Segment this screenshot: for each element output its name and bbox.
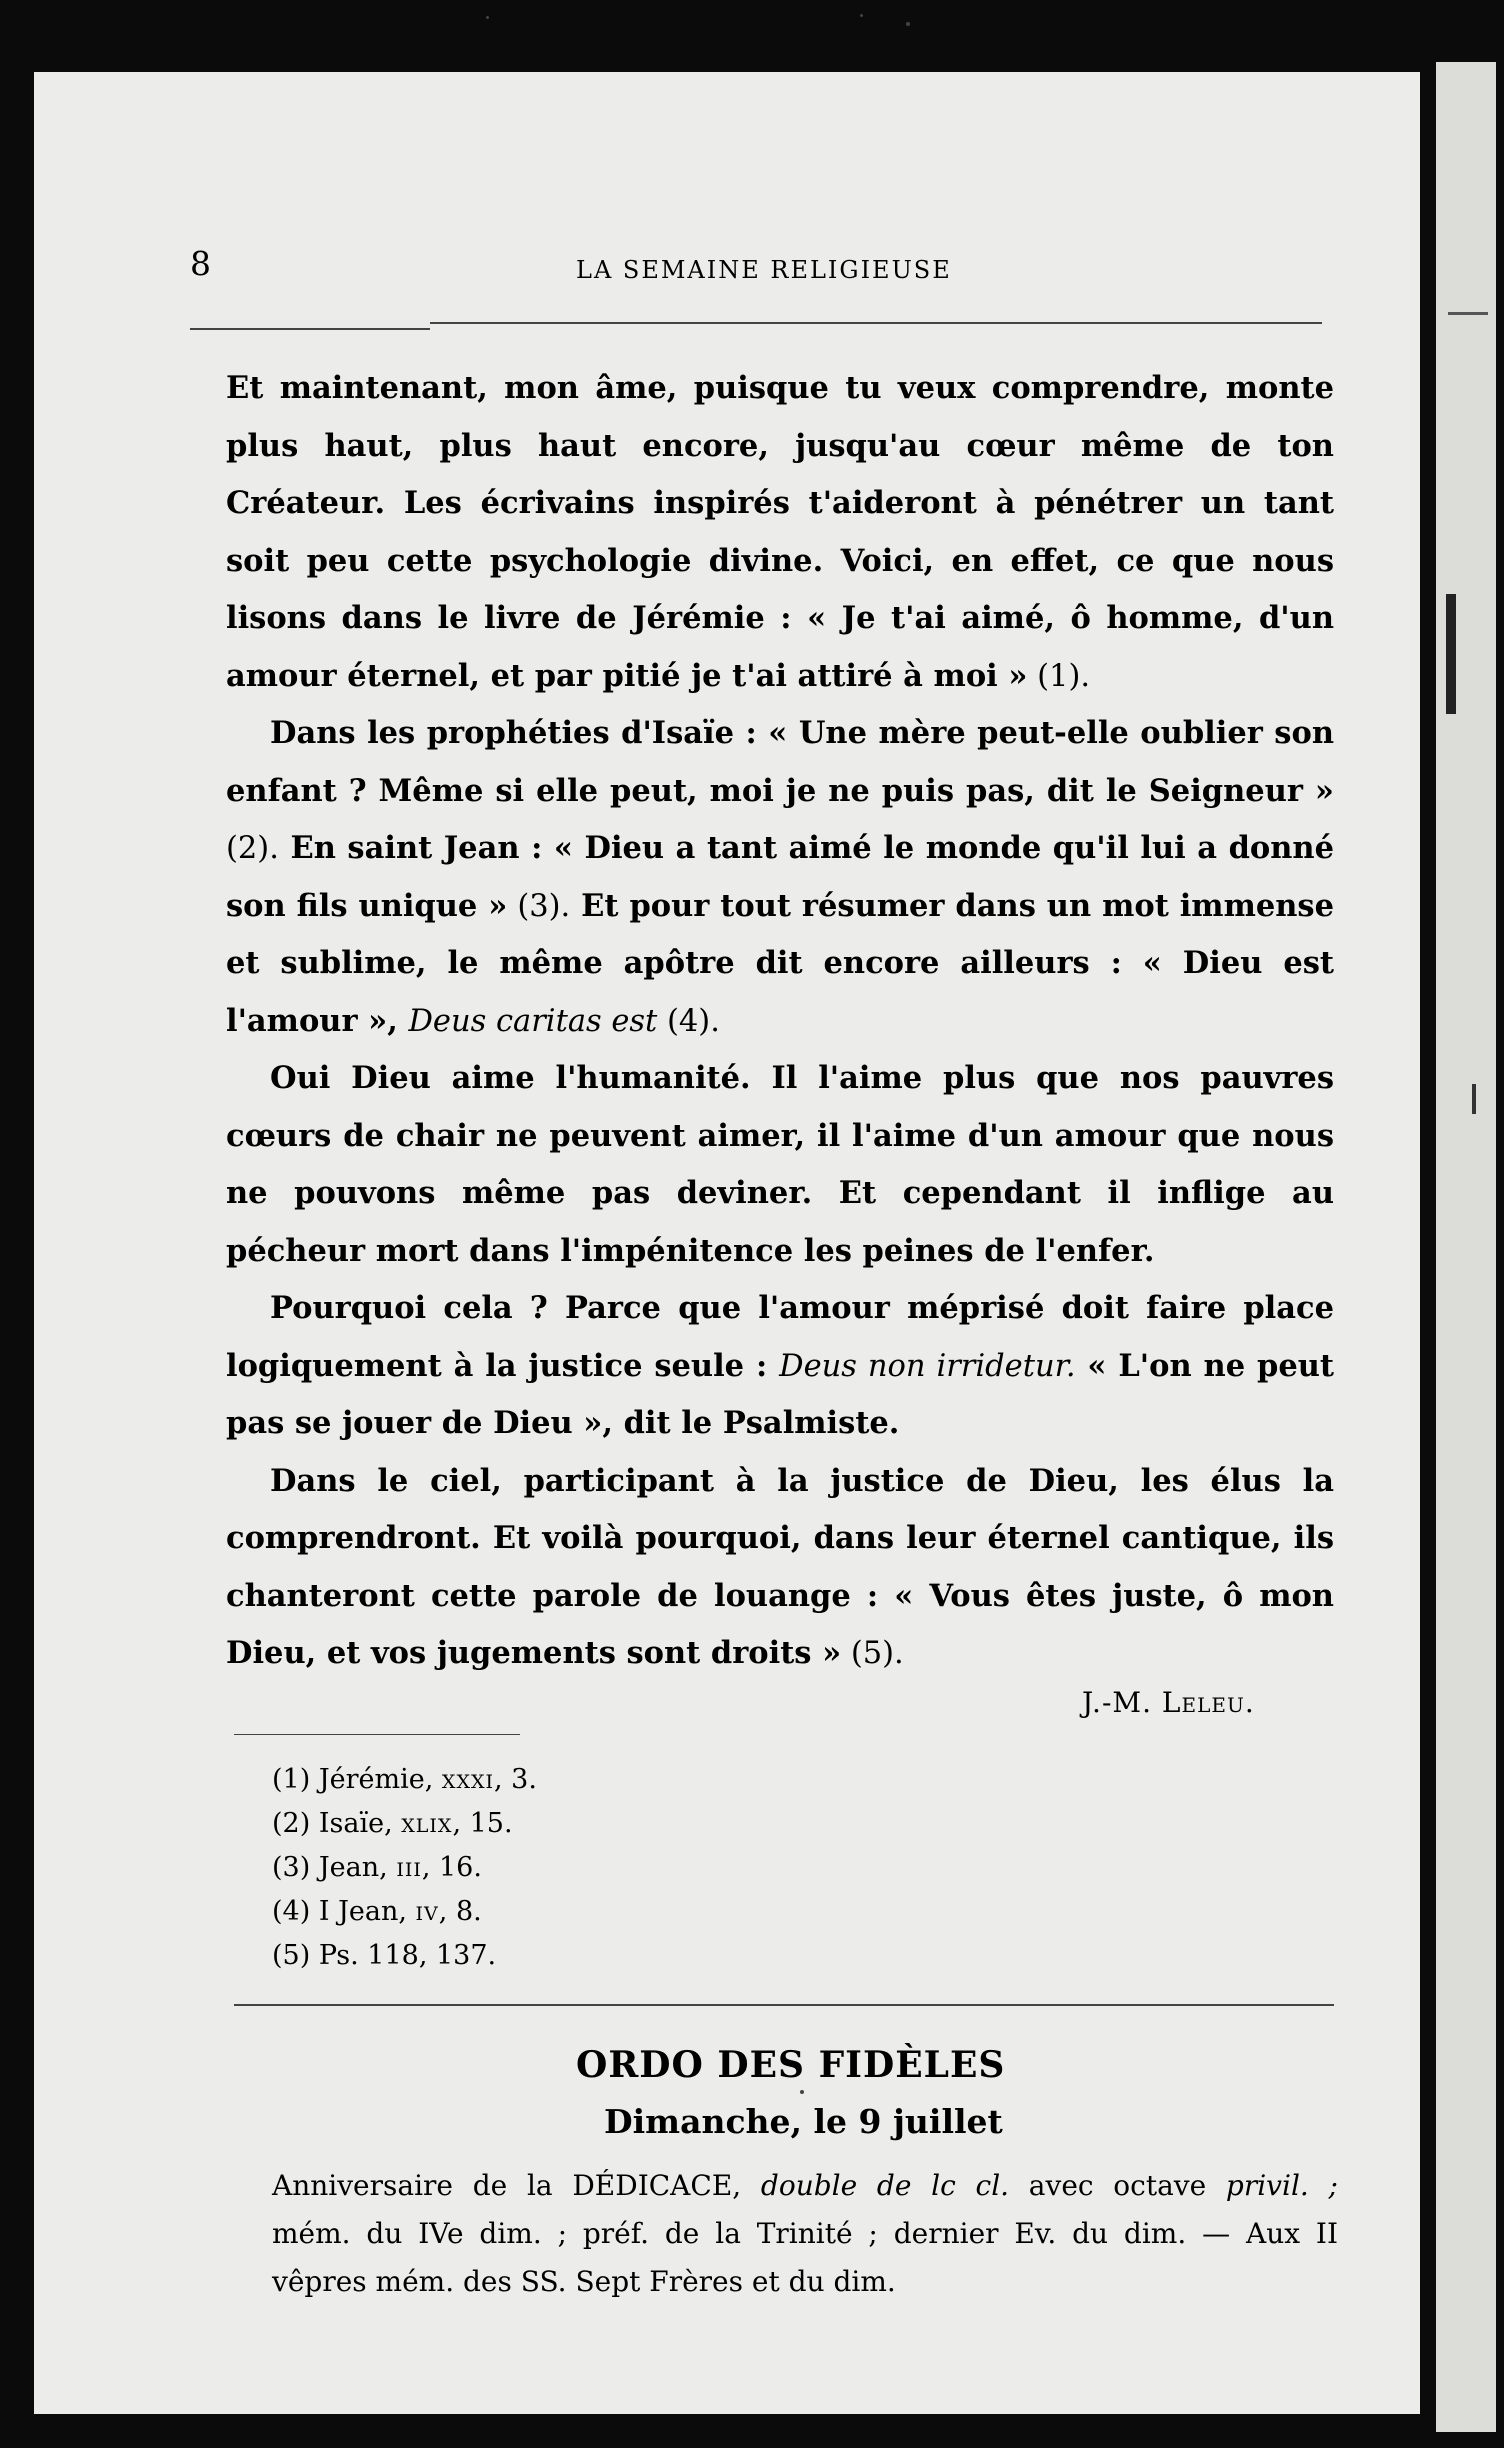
page-number: 8 <box>190 244 211 283</box>
header-rule-long <box>430 322 1322 324</box>
paragraph-4: Pourquoi cela ? Parce que l'amour méprisé doit faire place logiquement à la justice seule : Deus non irridetur. « L'on ne peut pas se jouer de Dieu », dit le Psalmiste. <box>226 1290 1335 1441</box>
article-body <box>226 360 1334 1683</box>
paragraph-5: Dans le ciel, participant à la justice de Dieu, les élus la comprendront. Et voilà pourquoi, dans leur éternel cantique, ils chanteront cette parole de louange : « Vous êtes juste, ô mon Dieu, et vos jugements sont droits » (5). <box>226 1462 1334 1671</box>
footnote-rule <box>234 1734 520 1735</box>
footnote: (3) Jean, iii, 16. <box>272 1852 482 1883</box>
paragraph-2: Dans les prophéties d'Isaïe : « Une mère peut-elle oublier son enfant ? Même si elle peut, moi je ne puis pas, dit le Seigneur » (2). En saint Jean : « Dieu a tant aimé le monde qu'il lui a donné son fils unique » (3). Et pour tout résumer dans un mot immense et sublime, le même apôtre dit encore ailleurs : « Dieu est l'amour », Deus caritas est (4). <box>226 715 1335 1039</box>
latin-quote: Deus non irridetur. <box>779 1348 1076 1384</box>
ordo-line: vêpres mém. des SS. Sept Frères et du dim. <box>272 2265 896 2298</box>
paragraph-1: Et maintenant, mon âme, puisque tu veux comprendre, monte plus haut, plus haut encore, jusqu'au cœur même de ton Créateur. Les écrivains inspirés t'aideront à pénétrer un tant soit peu cette psychologie divine. Voici, en effet, ce que nous lisons dans le livre de Jérémie : « Je t'ai aimé, ô homme, d'un amour éternel, et par pitié je t'ai attiré à moi » (1). <box>226 370 1334 694</box>
section-separator <box>234 2004 1334 2006</box>
footnotes <box>272 1758 537 1978</box>
author-signature: J.-M. Leleu. <box>1082 1686 1255 1719</box>
ordo-line: Anniversaire de la DÉDICACE, double de lc cl. avec octave privil. ; <box>272 2169 1338 2202</box>
ordo-line: mém. du IVe dim. ; préf. de la Trinité ; dernier Ev. du dim. — Aux II <box>272 2217 1338 2250</box>
latin-quote: Deus caritas est <box>408 1003 658 1039</box>
footnote: (2) Isaïe, xlix, 15. <box>272 1808 513 1839</box>
footnote: (5) Ps. 118, 137. <box>272 1940 497 1971</box>
header-rule-short <box>190 328 430 330</box>
footnote: (1) Jérémie, xxxi, 3. <box>272 1764 537 1795</box>
section-subtitle: Dimanche, le 9 juillet <box>604 2102 1003 2141</box>
running-title: LA SEMAINE RELIGIEUSE <box>576 256 952 284</box>
paragraph-3: Oui Dieu aime l'humanité. Il l'aime plus que nos pauvres cœurs de chair ne peuvent aimer, il l'aime d'un amour que nous ne pouvons même pas deviner. Et cependant il inflige au pécheur mort dans l'impénitence les peines de l'enfer. <box>226 1060 1334 1269</box>
section-title: ORDO DES FIDÈLES <box>576 2044 1006 2086</box>
ordo-description <box>272 2162 1338 2306</box>
adjacent-page-edge <box>1436 62 1496 2432</box>
footnote: (4) I Jean, iv, 8. <box>272 1896 482 1927</box>
